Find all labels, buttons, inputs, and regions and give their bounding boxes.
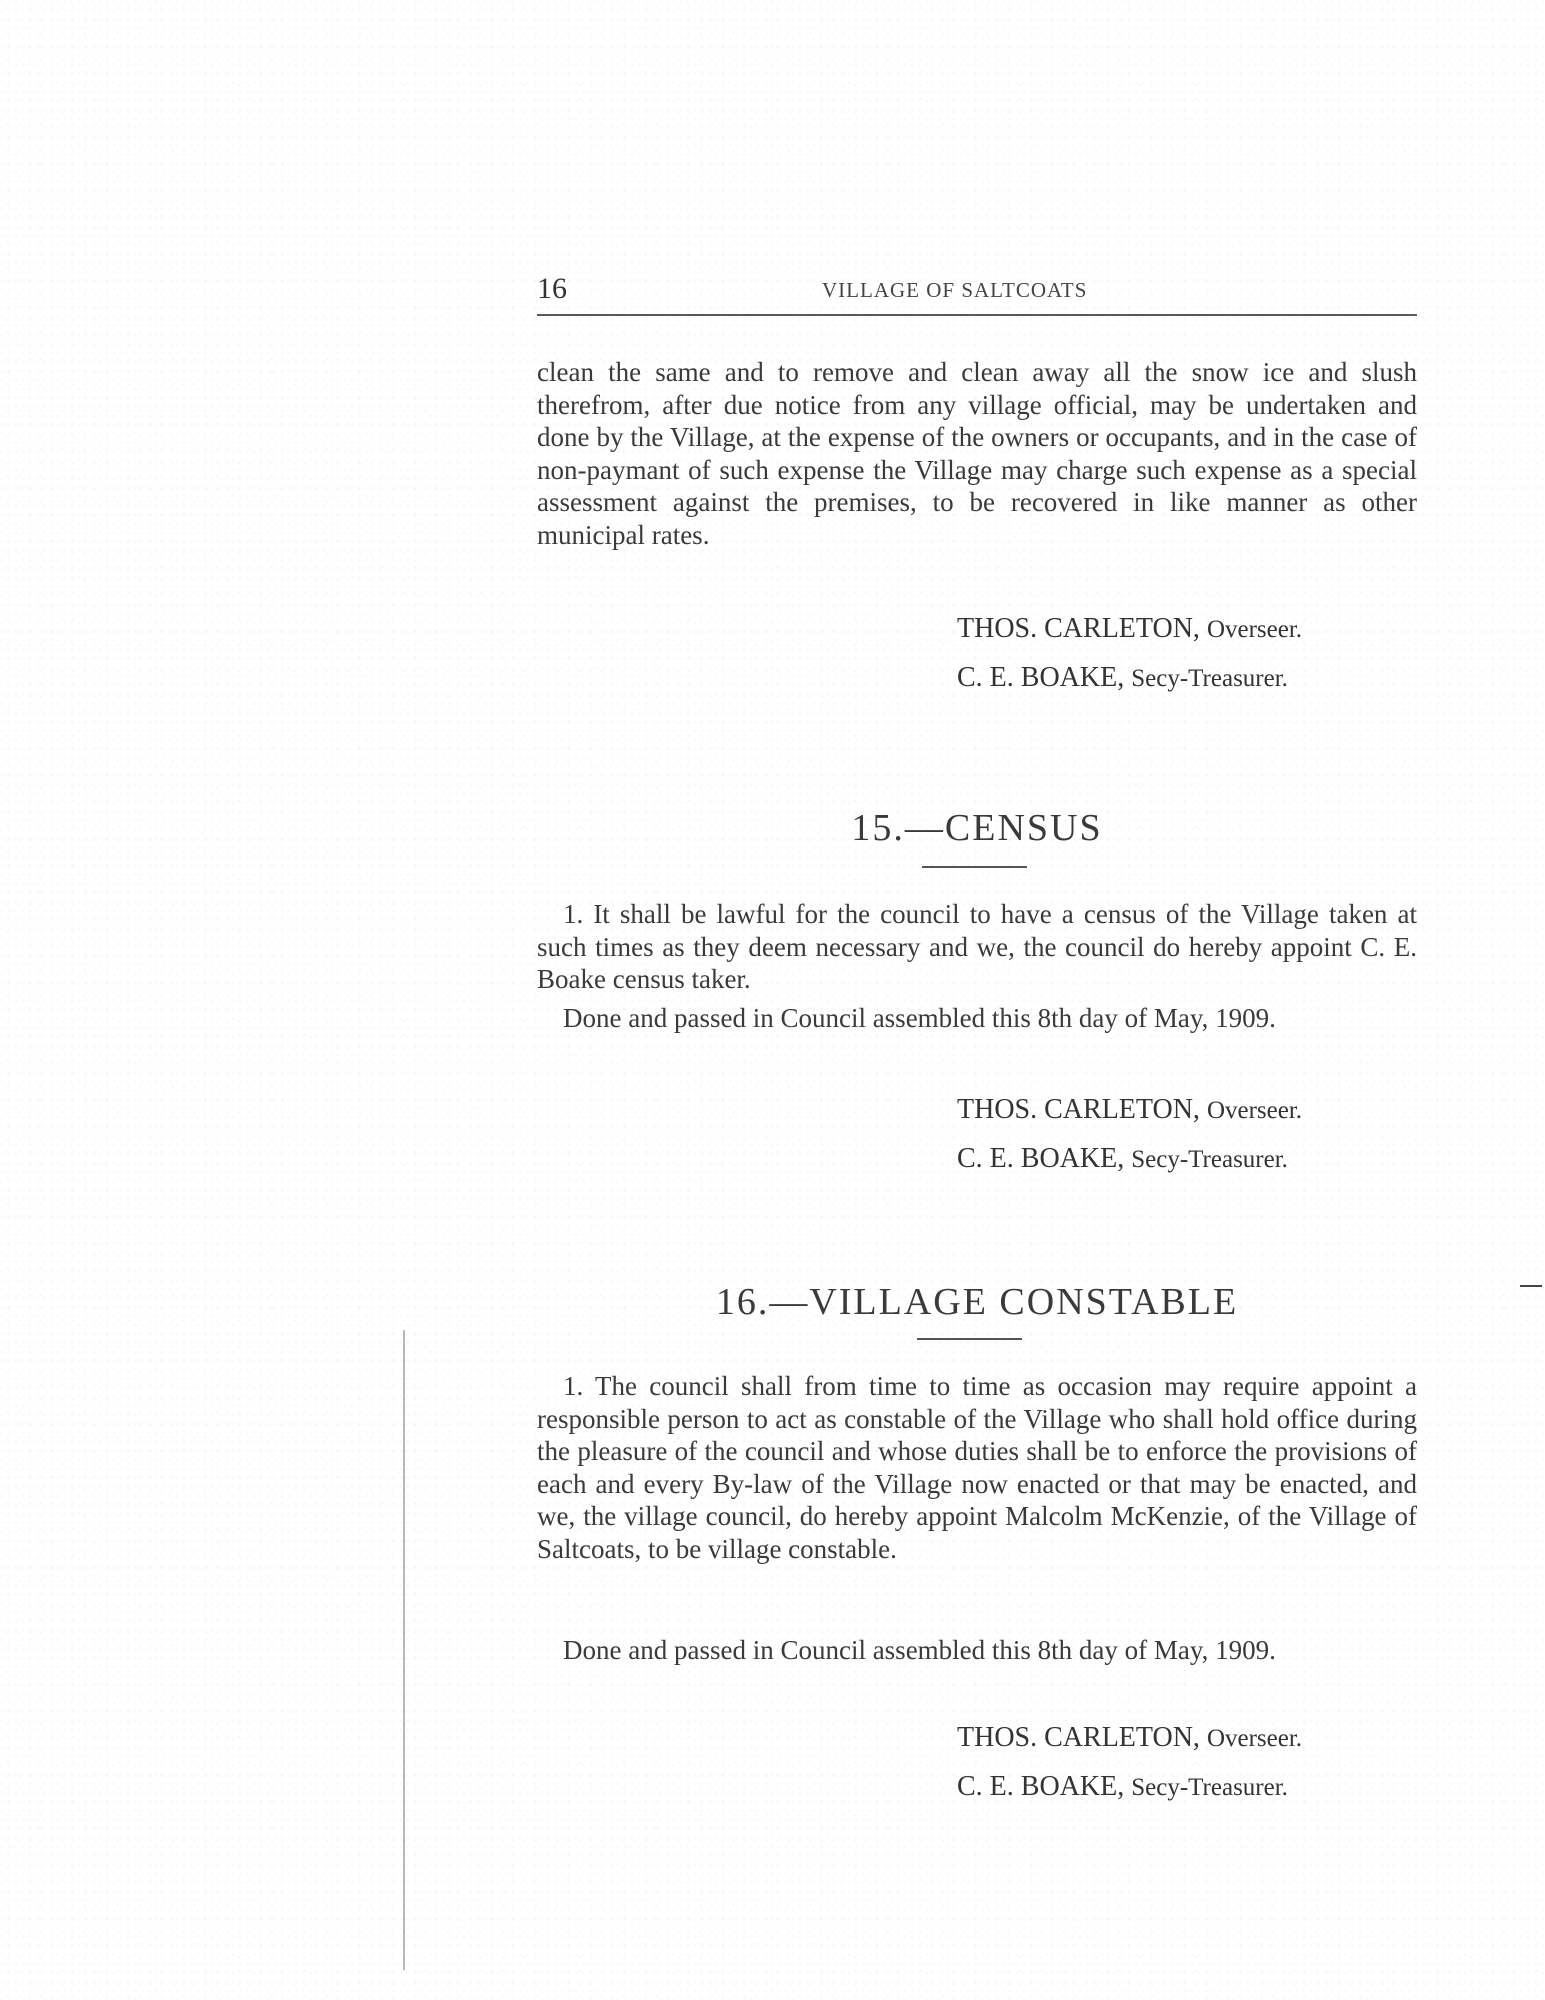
signature-name: THOS. CARLETON,	[957, 613, 1200, 644]
signature-name: THOS. CARLETON,	[957, 1722, 1200, 1753]
signature-overseer	[957, 613, 1417, 645]
section-heading-census: 15.—CENSUS	[851, 807, 1103, 849]
edge-mark	[1520, 1285, 1542, 1287]
signature-treasurer	[957, 1771, 1417, 1803]
signature-role: Secy-Treasurer.	[1131, 1774, 1288, 1801]
margin-line	[403, 1330, 405, 1970]
signature-overseer	[957, 1722, 1417, 1754]
signature-role: Overseer.	[1206, 1097, 1303, 1124]
signature-treasurer	[957, 662, 1417, 694]
heading-rule	[917, 1338, 1022, 1340]
page-header	[537, 268, 1417, 316]
section-heading-village-constable: 16.—VILLAGE CONSTABLE	[715, 1281, 1239, 1323]
page-number: 16	[537, 272, 567, 305]
constable-paragraph: 1. The council shall from time to time as occasion may require appoint a responsible person to act as constable of the Village who shall hold office during the pleasure of the council and whose duties shall be to enforce the provisions of each and every By-law of the Village now enacted or that may be enacted, and we, the village council, do hereby appoint Malcolm McKenzie, of the Village of Saltcoats, to be village constable.	[537, 1371, 1417, 1564]
signature-treasurer	[957, 1143, 1417, 1175]
continuation-paragraph: clean the same and to remove and clean away all the snow ice and slush therefrom, after due notice from any village official, may be undertaken and done by the Village, at the expense of the owners or occupants, and in the case of non-paymant of such expense the Village may charge such expense as a special assessment against the premises, to be recovered in like manner as other municipal rates.	[537, 357, 1417, 550]
signature-overseer	[957, 1094, 1417, 1126]
heading-rule	[922, 866, 1027, 868]
constable-done-statement: Done and passed in Council assembled this 8th day of May, 1909.	[563, 1635, 1276, 1665]
signature-name: THOS. CARLETON,	[957, 1094, 1200, 1125]
signature-role: Overseer.	[1206, 1725, 1303, 1752]
census-done-statement: Done and passed in Council assembled this 8th day of May, 1909.	[563, 1003, 1276, 1033]
census-paragraph: 1. It shall be lawful for the council to have a census of the Village taken at such times as they deem necessary and we, the council do hereby appoint C. E. Boake census taker.	[537, 899, 1417, 994]
signature-name: C. E. BOAKE,	[957, 1771, 1125, 1802]
signature-role: Overseer.	[1206, 616, 1303, 643]
signature-name: C. E. BOAKE,	[957, 662, 1125, 693]
running-title: VILLAGE OF SALTCOATS	[822, 278, 1088, 302]
signature-role: Secy-Treasurer.	[1131, 665, 1288, 692]
signature-role: Secy-Treasurer.	[1131, 1146, 1288, 1173]
signature-name: C. E. BOAKE,	[957, 1143, 1125, 1174]
